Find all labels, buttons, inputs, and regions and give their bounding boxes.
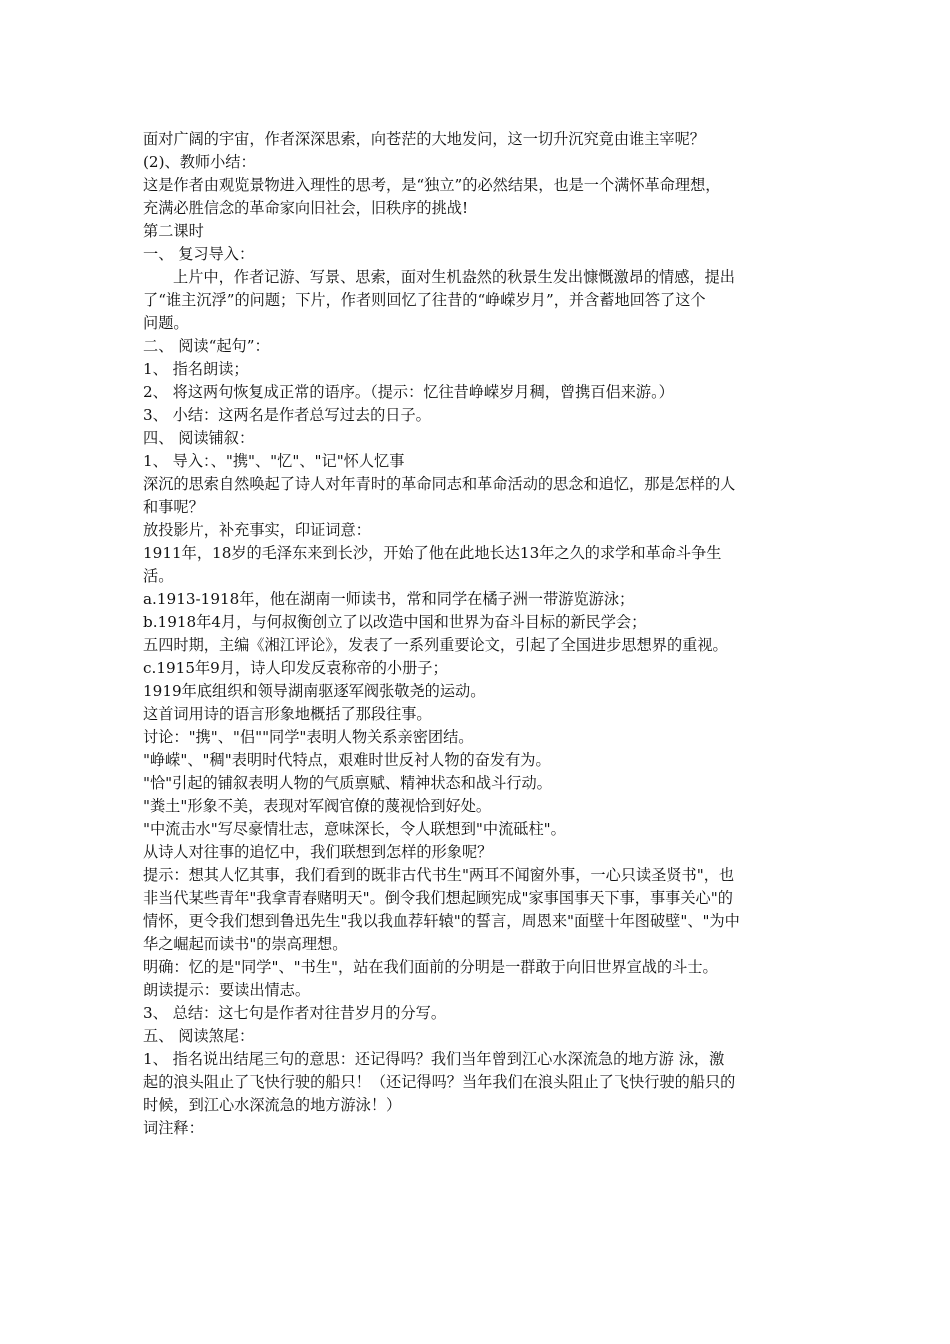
- document-body: [143, 128, 813, 1140]
- text-line: 这首词用诗的语言形象地概括了那段往事。: [143, 705, 432, 723]
- text-line: 充满必胜信念的革命家向旧社会，旧秩序的挑战!: [143, 199, 469, 217]
- text-line: 词注释：: [143, 1119, 204, 1137]
- section-heading: 一、 复习导入：: [143, 245, 255, 263]
- list-item: 1、 指名说出结尾三句的意思：还记得吗？我们当年曾到江心水深流急的地方游 泳，激: [143, 1050, 725, 1068]
- text-line: 1919年底组织和领导湖南驱逐军阀张敬尧的运动。: [143, 682, 486, 700]
- text-line: b.1918年4月，与何叔衡创立了以改造中国和世界为奋斗目标的新民学会；: [143, 613, 647, 631]
- text-line: 和事呢？: [143, 498, 204, 516]
- text-line: a.1913-1918年，他在湖南一师读书，常和同学在橘子洲一带游览游泳；: [143, 590, 635, 608]
- text-line: 了“谁主沉浮”的问题；下片，作者则回忆了往昔的“峥嵘岁月”，并含蓄地回答了这个: [143, 291, 706, 309]
- text-line: "粪土"形象不美，表现对军阀官僚的蔑视恰到好处。: [143, 797, 492, 815]
- section-heading: (2)、教师小结：: [143, 153, 256, 171]
- text-line: 1911年，18岁的毛泽东来到长沙，开始了他在此地长达13年之久的求学和革命斗争生: [143, 544, 722, 562]
- text-line: 从诗人对往事的追忆中，我们联想到怎样的形象呢？: [143, 843, 493, 861]
- text-line: "恰"引起的铺叙表明人物的气质禀赋、精神状态和战斗行动。: [143, 774, 552, 792]
- text-line: 华之崛起而读书"的崇高理想。: [143, 935, 348, 953]
- text-line: 起的浪头阻止了飞快行驶的船只！（还记得吗？当年我们在浪头阻止了飞快行驶的船只的: [143, 1073, 736, 1091]
- section-heading: 五、 阅读煞尾：: [143, 1027, 255, 1045]
- text-line: "峥嵘"、"稠"表明时代特点，艰难时世反衬人物的奋发有为。: [143, 751, 551, 769]
- text-line: 放投影片，补充事实，印证词意：: [143, 521, 371, 539]
- list-item: 1、 导入：、"携"、"忆"、"记"怀人忆事: [143, 452, 405, 470]
- list-item: 3、 小结：这两名是作者总写过去的日子。: [143, 406, 431, 424]
- list-item: 1、 指名朗读；: [143, 360, 249, 378]
- text-line: 五四时期，主编《湘江评论》，发表了一系列重要论文，引起了全国进步思想界的重视。: [143, 636, 728, 654]
- section-heading: 二、 阅读“起句”：: [143, 337, 270, 355]
- text-line: 深沉的思索自然唤起了诗人对年青时的革命同志和革命活动的思念和追忆，那是怎样的人: [143, 475, 736, 493]
- text-line: 提示：想其人忆其事，我们看到的既非古代书生"两耳不闻窗外事，一心只读圣贤书"，也: [143, 866, 735, 884]
- text-line: 面对广阔的宇宙，作者深深思索，向苍茫的大地发问，这一切升沉究竟由谁主宰呢？: [143, 130, 705, 148]
- list-item: 2、 将这两句恢复成正常的语序。（提示：忆往昔峥嵘岁月稠，曾携百侣来游。）: [143, 383, 674, 401]
- text-line: 情怀，更令我们想到鲁迅先生"我以我血荐轩辕"的誓言，周恩来"面壁十年图破壁"、"为中: [143, 912, 740, 930]
- list-item: 3、 总结：这七句是作者对往昔岁月的分写。: [143, 1004, 447, 1022]
- text-line: 讨论："携"、"侣""同学"表明人物关系亲密团结。: [143, 728, 474, 746]
- text-line: 朗读提示：要读出情志。: [143, 981, 311, 999]
- text-line: c.1915年9月，诗人印发反袁称帝的小册子；: [143, 659, 448, 677]
- text-line: 这是作者由观览景物进入理性的思考，是“独立”的必然结果，也是一个满怀革命理想，: [143, 176, 721, 194]
- text-line: 上片中，作者记游、写景、思索，面对生机盎然的秋景生发出慷慨激昂的情感，提出: [173, 268, 735, 286]
- text-line: 明确：忆的是"同学"、"书生"，站在我们面前的分明是一群敢于向旧世界宣战的斗士。: [143, 958, 718, 976]
- text-line: 时候，到江心水深流急的地方游泳！）: [143, 1096, 402, 1114]
- text-line: 活。: [143, 567, 174, 585]
- text-line: "中流击水"写尽豪情壮志，意味深长，令人联想到"中流砥柱"。: [143, 820, 566, 838]
- text-line: 非当代某些青年"我拿青春赌明天"。倒令我们想起顾宪成"家事国事天下事，事事关心"的: [143, 889, 733, 907]
- text-line: 问题。: [143, 314, 189, 332]
- section-heading: 四、 阅读铺叙：: [143, 429, 255, 447]
- lesson-heading: 第二课时: [143, 222, 204, 240]
